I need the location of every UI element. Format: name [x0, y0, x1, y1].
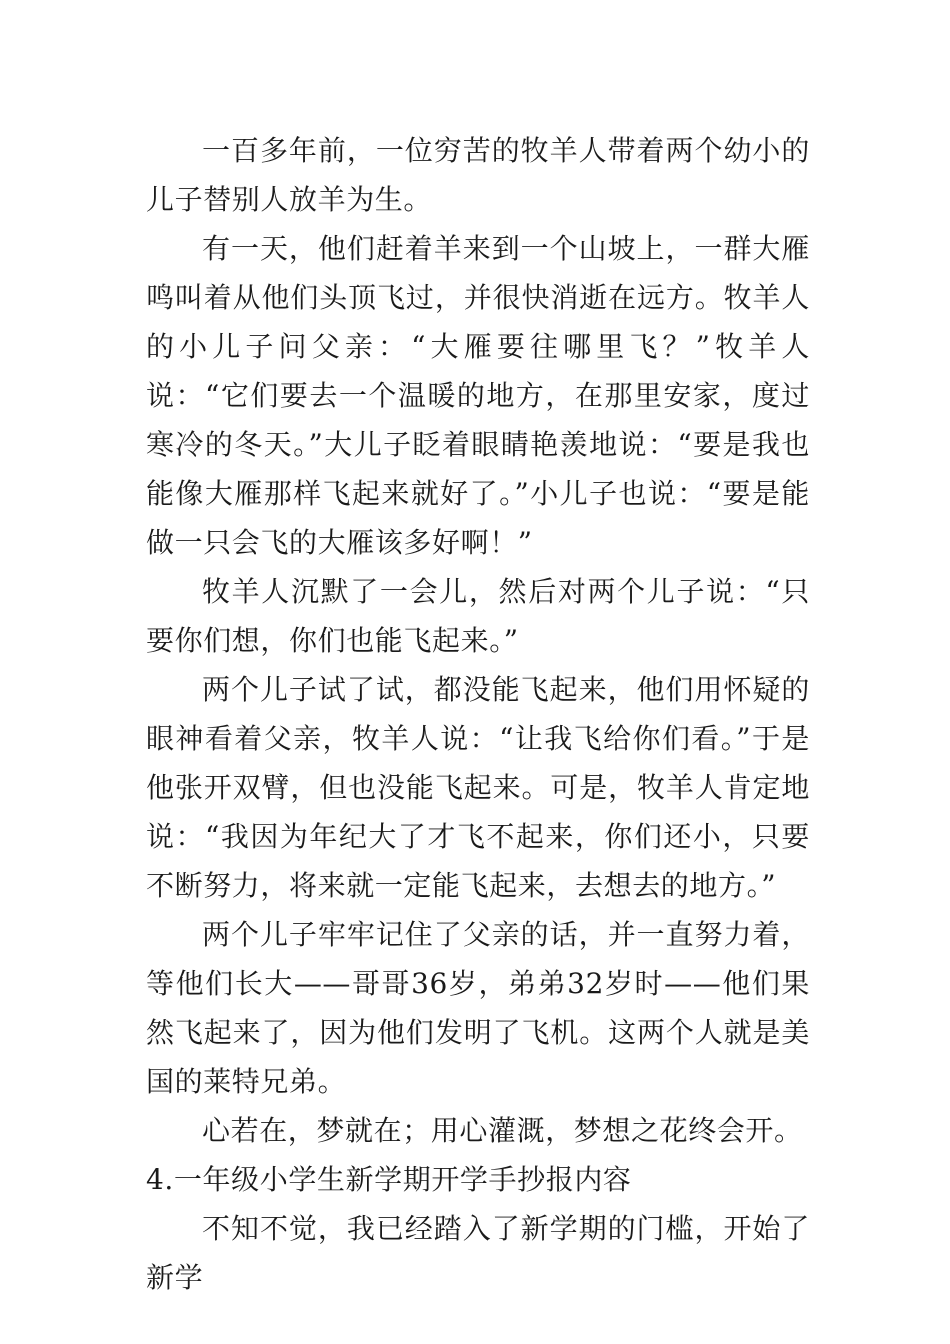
- paragraph-try-to-fly: 两个儿子试了试，都没能飞起来，他们用怀疑的眼神看着父亲，牧羊人说：“让我飞给你们看。”于是他张开双臂，但也没能飞起来。可是，牧羊人肯定地说：“我因为年纪大了才飞不起来，你们还小，只要不断努力，将来就一定能飞起来，去想去的地方。”: [146, 673, 810, 902]
- section-heading: 4.一年级小学生新学期开学手抄报内容: [146, 1163, 632, 1196]
- paragraph-new-semester: 不知不觉，我已经踏入了新学期的门槛，开始了新学: [146, 1212, 810, 1294]
- paragraph-shepherd-intro: 一百多年前，一位穷苦的牧羊人带着两个幼小的儿子替别人放羊为生。: [146, 134, 810, 216]
- paragraph-moral: 心若在，梦就在；用心灌溉，梦想之花终会开。: [202, 1114, 803, 1147]
- document-body: [146, 126, 810, 1302]
- paragraph-father-reply: 牧羊人沉默了一会儿，然后对两个儿子说：“只要你们想，你们也能飞起来。”: [146, 575, 810, 657]
- paragraph-wild-geese: 有一天，他们赶着羊来到一个山坡上，一群大雁鸣叫着从他们头顶飞过，并很快消逝在远方。牧羊人的小儿子问父亲：“大雁要往哪里飞？”牧羊人说：“它们要去一个温暖的地方，在那里安家，度过寒冷的冬天。”大儿子眨着眼睛艳羡地说：“要是我也能像大雁那样飞起来就好了。”小儿子也说：“要是能做一只会飞的大雁该多好啊！”: [146, 232, 810, 559]
- paragraph-wright-brothers: 两个儿子牢牢记住了父亲的话，并一直努力着，等他们长大——哥哥36岁，弟弟32岁时——他们果然飞起来了，因为他们发明了飞机。这两个人就是美国的莱特兄弟。: [146, 918, 810, 1098]
